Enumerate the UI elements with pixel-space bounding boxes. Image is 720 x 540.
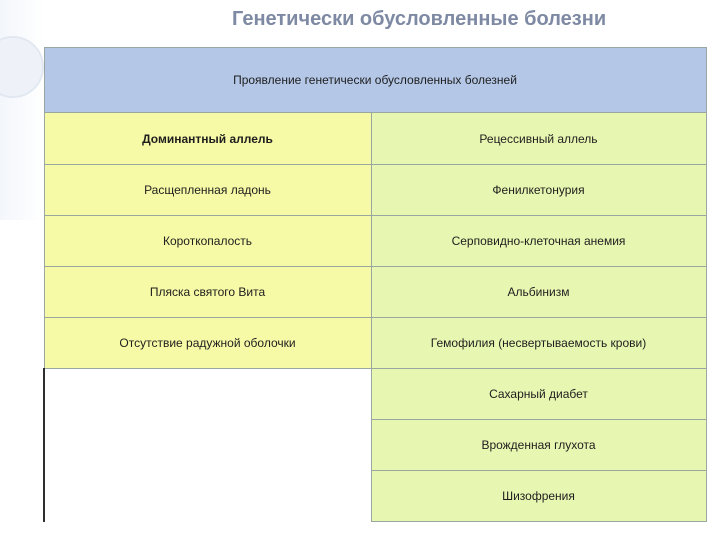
table-header: Проявление генетически обусловленных болезней [44,48,706,113]
dominant-cell [44,420,371,471]
recessive-cell: Фенилкетонурия [371,165,706,216]
slide-title: Генетически обусловленные болезни [232,8,607,30]
dominant-cell: Расщепленная ладонь [44,165,371,216]
decorative-background [0,0,44,220]
column-header-row [44,113,706,165]
dominant-cell [44,471,371,522]
table-row [44,420,706,471]
table-row [44,369,706,420]
column-header-dominant: Доминантный аллель [44,113,371,165]
table-row [44,216,706,267]
table-header-row [44,48,706,113]
recessive-cell: Сахарный диабет [371,369,706,420]
dominant-cell [44,369,371,420]
recessive-cell: Врожденная глухота [371,420,706,471]
column-header-recessive: Рецессивный аллель [371,113,706,165]
recessive-cell: Шизофрения [371,471,706,522]
dominant-cell: Пляска святого Вита [44,267,371,318]
table-row [44,165,706,216]
table-row [44,318,706,369]
recessive-cell: Серповидно-клеточная анемия [371,216,706,267]
table-row [44,471,706,522]
table-row [44,267,706,318]
dominant-cell: Отсутствие радужной оболочки [44,318,371,369]
decorative-emblem-icon [0,36,44,98]
genetic-diseases-table [43,47,707,522]
recessive-cell: Гемофилия (несвертываемость крови) [371,318,706,369]
recessive-cell: Альбинизм [371,267,706,318]
dominant-cell: Короткопалость [44,216,371,267]
